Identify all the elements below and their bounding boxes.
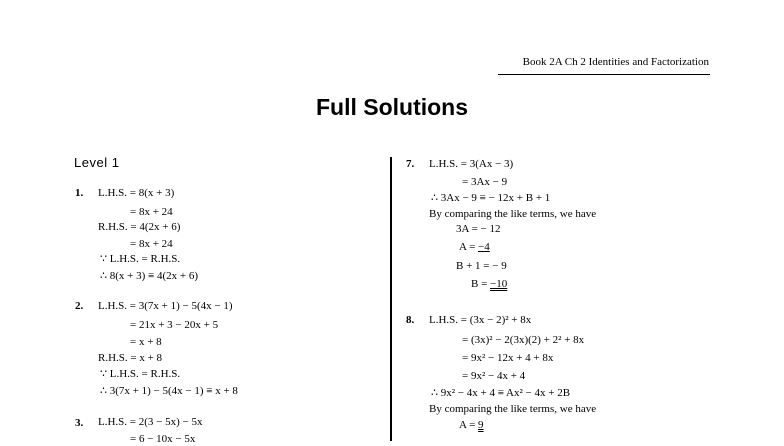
q7-a-label: A = [459, 241, 479, 253]
q8-line-7 [459, 418, 484, 432]
q2-line-5: ∵ L.H.S. = R.H.S. [100, 368, 181, 380]
q7-line-6 [459, 240, 490, 254]
q1-line-3: R.H.S. = 4(2x + 6) [98, 221, 181, 233]
q2-line-3: = x + 8 [130, 336, 162, 348]
q7-line-3: ∴ 3Ax − 9 ≡ − 12x + B + 1 [431, 192, 551, 204]
q2-line-2: = 21x + 3 − 20x + 5 [130, 319, 219, 331]
q8-line-3: = 9x² − 12x + 4 + 8x [462, 352, 554, 364]
q8-line-2: = (3x)² − 2(3x)(2) + 2² + 8x [462, 334, 585, 346]
question-number-3: 3. [75, 417, 84, 429]
q7-b-answer: −10 [490, 278, 508, 290]
q1-line-1: L.H.S. = 8(x + 3) [98, 187, 175, 199]
q3-line-2: = 6 − 10x − 5x [130, 433, 196, 445]
q7-line-8 [471, 277, 507, 291]
q1-line-2: = 8x + 24 [130, 206, 173, 218]
q1-line-4: = 8x + 24 [130, 238, 173, 250]
q7-line-2: = 3Ax − 9 [462, 176, 508, 188]
q8-line-1: L.H.S. = (3x − 2)² + 8x [429, 314, 532, 326]
q7-line-4: By comparing the like terms, we have [429, 208, 597, 220]
q7-b-label: B = [471, 278, 491, 290]
q8-line-4: = 9x² − 4x + 4 [462, 370, 526, 382]
section-heading: Level 1 [74, 155, 120, 170]
page-title: Full Solutions [315, 94, 469, 120]
q8-line-5: ∴ 9x² − 4x + 4 ≡ Ax² − 4x + 2B [431, 387, 571, 399]
q8-line-6: By comparing the like terms, we have [429, 403, 597, 415]
q7-a-answer: −4 [478, 241, 490, 253]
q7-line-5: 3A = − 12 [456, 223, 501, 235]
q2-line-6: ∴ 3(7x + 1) − 5(4x − 1) ≡ x + 8 [100, 385, 238, 397]
header-book-chapter: Book 2A Ch 2 Identities and Factorization [522, 56, 709, 68]
q1-line-5: ∵ L.H.S. = R.H.S. [100, 253, 181, 265]
q7-line-1: L.H.S. = 3(Ax − 3) [429, 158, 514, 170]
question-number-7: 7. [406, 158, 415, 170]
header-rule [498, 74, 710, 75]
column-divider [390, 157, 392, 441]
question-number-1: 1. [75, 187, 84, 199]
q1-line-6: ∴ 8(x + 3) ≡ 4(2x + 6) [100, 270, 199, 282]
q7-line-7: B + 1 = − 9 [456, 260, 507, 272]
q2-line-1: L.H.S. = 3(7x + 1) − 5(4x − 1) [98, 300, 233, 312]
q2-line-4: R.H.S. = x + 8 [98, 352, 163, 364]
q8-a-label: A = [459, 419, 479, 431]
question-number-2: 2. [75, 300, 84, 312]
q8-a-answer: 9 [478, 419, 484, 431]
question-number-8: 8. [406, 314, 415, 326]
q3-line-1: L.H.S. = 2(3 − 5x) − 5x [98, 416, 203, 428]
